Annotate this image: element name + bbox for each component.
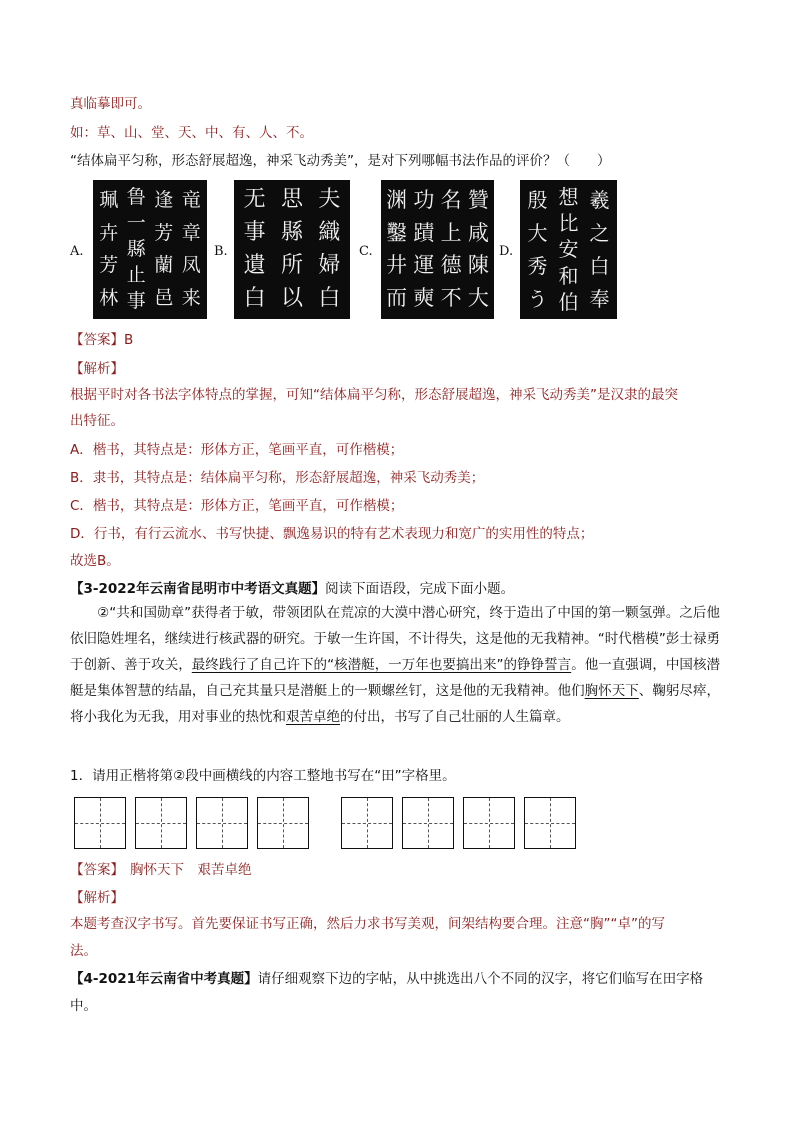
calligraphy-character: 鲁: [126, 185, 146, 208]
underlined-word-1: 胸怀天下: [584, 683, 639, 699]
choice-d-explanation: D．行书，有行云流水、书写快捷、飘逸易识的特有艺术表现力和宽广的实用性的特点；: [70, 526, 594, 542]
calligraphy-column: [386, 184, 407, 315]
calligraphy-column: [127, 184, 146, 315]
calligraphy-character: 白: [243, 285, 266, 311]
tianzige-box[interactable]: [74, 797, 126, 849]
analysis-text: 法。: [70, 943, 97, 959]
calligraphy-character: 縣: [280, 220, 303, 246]
calligraphy-character: 思: [280, 187, 303, 213]
calligraphy-character: 而: [386, 286, 408, 311]
answer-value: 胸怀天下 艰苦卓绝: [130, 862, 252, 878]
calligraphy-character: 邑: [154, 287, 174, 310]
calligraphy-character: 竜: [181, 188, 201, 211]
calligraphy-character: 逢: [154, 188, 174, 211]
text-line: [70, 124, 313, 142]
option-a-label: A.: [70, 244, 84, 259]
tianzige-box[interactable]: [341, 797, 393, 849]
conclusion-text: 故选B。: [70, 553, 120, 569]
calligraphy-character: 織: [318, 220, 341, 246]
tianzige-box[interactable]: [135, 797, 187, 849]
calligraphy-character: 運: [413, 253, 435, 278]
underlined-word-2: 艰苦卓绝: [286, 709, 340, 725]
analysis-text: 出特征。: [70, 413, 124, 429]
calligraphy-sample-d[interactable]: [520, 180, 617, 319]
calligraphy-character: 白: [589, 253, 610, 278]
sub-question-1: 1．请用正楷将第②段中画横线的内容工整地书写在“田”字格里。: [70, 768, 456, 784]
calligraphy-character: 无: [243, 187, 266, 213]
calligraphy-character: 縣: [126, 237, 146, 260]
calligraphy-character: 奉: [589, 286, 610, 311]
calligraphy-character: う: [527, 286, 548, 311]
calligraphy-character: 不: [440, 286, 462, 311]
calligraphy-character: 蹟: [413, 220, 435, 245]
choice-b-explanation: B．隶书，其特点是：结体扁平匀称，形态舒展超逸，神采飞动秀美；: [70, 470, 485, 486]
calligraphy-character: 事: [243, 220, 266, 246]
tianzige-box[interactable]: [524, 797, 576, 849]
calligraphy-column: [244, 184, 266, 315]
analysis-label: 【解析】: [70, 361, 124, 377]
tianzige-box[interactable]: [463, 797, 515, 849]
calligraphy-character: 殷: [527, 188, 548, 213]
calligraphy-character: 渊: [386, 187, 408, 212]
calligraphy-character: 比: [558, 211, 579, 236]
tianzige-box[interactable]: [257, 797, 309, 849]
calligraphy-character: 凤: [181, 254, 201, 277]
calligraphy-character: 大: [467, 286, 489, 311]
heading-instruction: 阅读下面语段，完成下面小题。: [325, 581, 515, 597]
calligraphy-character: 贊: [467, 187, 489, 212]
calligraphy-character: 止: [126, 264, 146, 287]
calligraphy-character: 夫: [318, 187, 341, 213]
heading-source: 【3-2022年云南省昆明市中考语文真题】: [70, 581, 326, 597]
calligraphy-character: 蘭: [154, 254, 174, 277]
heading-source: 【4-2021年云南省中考真题】: [70, 971, 258, 987]
calligraphy-column: [413, 184, 434, 315]
choice-c-explanation: C．楷书，其特点是：形体方正，笔画平直，可作楷模；: [70, 498, 404, 514]
calligraphy-character: 来: [181, 287, 201, 310]
calligraphy-column: [559, 184, 579, 315]
calligraphy-character: 以: [280, 285, 303, 311]
option-c-label: C.: [359, 244, 373, 259]
calligraphy-character: 事: [126, 290, 146, 313]
calligraphy-character: 大: [527, 221, 548, 246]
analysis-text: 根据平时对各书法字体特点的掌握，可知“结体扁平匀称，形态舒展超逸，神采飞动秀美”是汉隶的最突: [70, 387, 678, 403]
calligraphy-character: 珮: [99, 188, 119, 211]
calligraphy-character: 芳: [154, 221, 174, 244]
tianzige-box[interactable]: [196, 797, 248, 849]
heading-instruction: 请仔细观察下边的字帖，从中挑选出八个不同的汉字，将它们临写在田字格: [257, 971, 704, 987]
answer-value: B: [124, 332, 134, 348]
calligraphy-column: [182, 184, 201, 315]
calligraphy-character: 德: [440, 253, 462, 278]
analysis-text: 本题考查汉字书写。首先要保证书写正确，然后力求书写美观，间架结构要合理。注意“胸”“卓”的写: [70, 916, 665, 932]
calligraphy-character: 之: [589, 221, 610, 246]
calligraphy-character: 章: [181, 221, 201, 244]
text-line: [70, 95, 151, 113]
calligraphy-character: 奭: [413, 286, 435, 311]
calligraphy-column: [441, 184, 462, 315]
examples-text: 如：草、山、堂、天、中、有、人、不。: [70, 125, 313, 141]
calligraphy-character: 一: [126, 211, 146, 234]
answer-label: 【答案】: [70, 862, 124, 878]
question-text: “结体扁平匀称，形态舒展超逸，神采飞动秀美”，是对下列哪幅书法作品的评价？（ ）: [70, 153, 611, 169]
calligraphy-character: 羲: [589, 188, 610, 213]
tianzige-box[interactable]: [402, 797, 454, 849]
question-heading: [70, 580, 514, 598]
calligraphy-character: 鑿: [386, 220, 408, 245]
calligraphy-column: [468, 184, 489, 315]
calligraphy-column: [99, 184, 118, 315]
reading-passage: ②“共和国勋章”获得者于敏，带领团队在荒凉的大漠中潜心研究，终于造出了中国的第一颗氢弹。之后他依旧隐姓埋名，继续进行核武器的研究。于敏一生许国，不计得失，这是他的无我精神。“时代楷模”彭士禄勇于创新、善于攻关，最终践行了自己许下的“核潜艇，一万年也要搞出来”的铮铮誓言。他一直强调，中国核潜艇是集体智慧的结晶，自己充其量只是潜艇上的一颗螺丝钉，这是他的无我精神。他们胸怀天下、鞠躬尽瘁，将小我化为无我，用对事业的热忱和艰苦卓绝的付出，书写了自己壮丽的人生篇章。: [70, 605, 721, 725]
calligraphy-character: 上: [440, 220, 462, 245]
calligraphy-character: 白: [318, 285, 341, 311]
calligraphy-column: [154, 184, 173, 315]
calligraphy-character: 名: [440, 187, 462, 212]
text-line: 中。: [70, 998, 97, 1014]
calligraphy-column: [318, 184, 340, 315]
calligraphy-character: 想: [558, 185, 579, 210]
calligraphy-character: 咸: [467, 220, 489, 245]
calligraphy-sample-c[interactable]: [381, 180, 494, 319]
calligraphy-character: 林: [99, 287, 119, 310]
analysis-label: 【解析】: [70, 890, 124, 906]
calligraphy-character: 婦: [318, 252, 341, 278]
calligraphy-character: 安: [558, 237, 579, 262]
calligraphy-character: 和: [558, 263, 579, 288]
calligraphy-character: 功: [413, 187, 435, 212]
calligraphy-character: 卉: [99, 221, 119, 244]
choice-a-explanation: A．楷书，其特点是：形体方正，笔画平直，可作楷模；: [70, 442, 404, 458]
calligraphy-sample-b[interactable]: [234, 180, 350, 319]
calligraphy-character: 伯: [558, 289, 579, 314]
calligraphy-character: 遺: [243, 252, 266, 278]
answer-line: [70, 331, 133, 349]
calligraphy-character: 陳: [467, 253, 489, 278]
calligraphy-character: 芳: [99, 254, 119, 277]
answer-line: [70, 861, 252, 879]
continued-text: 真临摹即可。: [70, 96, 151, 112]
option-b-label: B.: [214, 244, 228, 259]
calligraphy-character: 所: [280, 252, 303, 278]
calligraphy-sample-a[interactable]: [93, 180, 207, 319]
underlined-sentence: 最终践行了自己许下的“核潜艇，一万年也要搞出来”的铮铮誓言: [191, 657, 572, 673]
question-heading: [70, 970, 703, 988]
calligraphy-column: [528, 184, 548, 315]
option-d-label: D.: [499, 244, 514, 259]
answer-label: 【答案】: [70, 332, 124, 348]
calligraphy-character: 秀: [527, 253, 548, 278]
calligraphy-character: 井: [386, 253, 408, 278]
calligraphy-column: [590, 184, 610, 315]
calligraphy-column: [281, 184, 303, 315]
